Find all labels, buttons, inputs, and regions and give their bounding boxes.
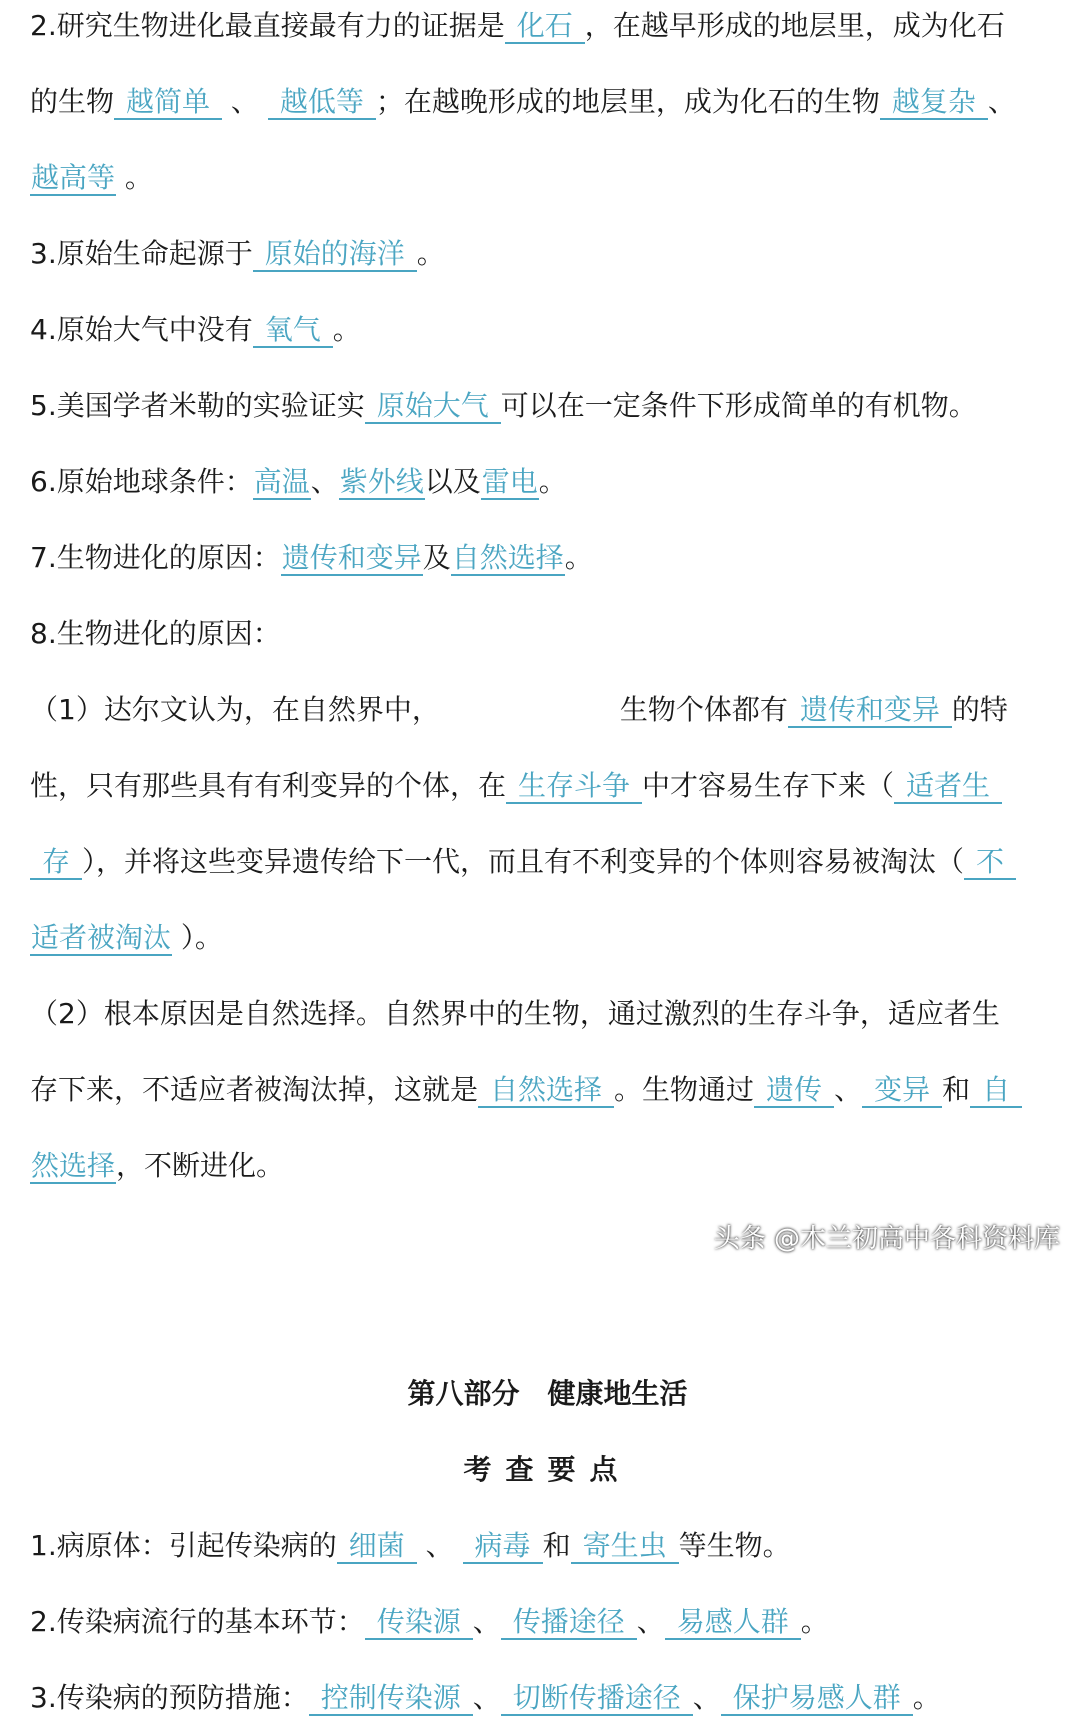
answer-fill: 适者生 xyxy=(894,769,1002,804)
text-segment: 、 xyxy=(636,1605,665,1638)
text-line xyxy=(30,140,1065,216)
text-segment: 及 xyxy=(422,541,451,574)
answer-fill: 易感人群 xyxy=(665,1605,801,1640)
text-line xyxy=(30,1660,1065,1736)
text-line xyxy=(30,1128,1065,1204)
text-line xyxy=(30,976,1065,1052)
text-segment: 6.原始地球条件： xyxy=(30,465,253,498)
text-line xyxy=(30,368,1065,444)
answer-fill: 保护易感人群 xyxy=(721,1681,913,1716)
text-segment: 。 xyxy=(538,465,567,498)
text-segment: 1.病原体：引起传染病的 xyxy=(30,1529,337,1562)
text-segment: 存下来，不适应者被淘汰掉，这就是 xyxy=(30,1073,479,1106)
answer-fill: 遗传和变异 xyxy=(281,541,422,574)
text-segment: 、 xyxy=(310,465,339,498)
text-segment: 等生物。 xyxy=(678,1529,791,1562)
text-segment: 可以在一定条件下形成简单的有机物。 xyxy=(500,389,977,422)
text-line xyxy=(30,1356,1065,1432)
text-segment: 。生物通过 xyxy=(614,1073,755,1106)
text-line xyxy=(30,292,1065,368)
answer-fill: 传播途径 xyxy=(501,1605,637,1640)
answer-fill: 自然选择 xyxy=(478,1073,614,1108)
text-segment: 3.传染病的预防措施： xyxy=(30,1681,309,1714)
text-segment: 。 xyxy=(332,313,361,346)
answer-fill: 越简单 xyxy=(114,85,222,120)
answer-fill: 适者被淘汰 xyxy=(31,921,172,954)
text-segment: 、 xyxy=(472,1605,501,1638)
answer-fill: 化石 xyxy=(505,9,585,44)
text-segment: 和 xyxy=(542,1529,571,1562)
answer-fill: 寄生虫 xyxy=(571,1529,679,1564)
text-line xyxy=(30,596,1065,672)
text-segment: 。 xyxy=(116,161,153,194)
text-segment: 7.生物进化的原因： xyxy=(30,541,281,574)
text-segment: ；在越晚形成的地层里，成为化石的生物 xyxy=(375,85,880,118)
text-segment: 4.原始大气中没有 xyxy=(30,313,253,346)
text-segment: 中才容易生存下来（ xyxy=(642,769,895,802)
answer-fill: 高温 xyxy=(253,465,310,498)
answer-fill: 传染源 xyxy=(365,1605,473,1640)
answer-fill: 生存斗争 xyxy=(506,769,642,804)
text-line xyxy=(30,748,1065,824)
text-segment: ）。 xyxy=(172,921,223,954)
text-segment: ），并将这些变异遗传给下一代，而且有不利变异的个体则容易被淘汰（ xyxy=(82,845,965,878)
text-line xyxy=(30,1280,1065,1356)
text-line xyxy=(30,520,1065,596)
text-segment: 生物个体都有 xyxy=(619,693,788,726)
text-segment: 性，只有那些具有有利变异的个体，在 xyxy=(30,769,507,802)
text-segment: 、 xyxy=(834,1073,863,1106)
text-line xyxy=(30,216,1065,292)
text-line xyxy=(30,1432,1065,1508)
text-segment: 2.传染病流行的基本环节： xyxy=(30,1605,365,1638)
text-segment: 。 xyxy=(912,1681,941,1714)
answer-fill: 存 xyxy=(30,845,82,880)
text-line xyxy=(30,1508,1065,1584)
answer-fill: 遗传和变异 xyxy=(788,693,952,728)
text-line xyxy=(30,672,1065,748)
text-segment: 和 xyxy=(942,1073,971,1106)
answer-fill: 变异 xyxy=(862,1073,942,1108)
text-segment: 的生物 xyxy=(30,85,115,118)
text-segment: 以及 xyxy=(424,465,481,498)
text-segment: ，不断进化。 xyxy=(116,1149,285,1182)
text-line xyxy=(30,1584,1065,1660)
answer-fill: 紫外线 xyxy=(339,465,424,498)
answer-fill: 越高等 xyxy=(31,161,116,194)
document-body xyxy=(30,0,1065,1736)
text-segment: 8.生物进化的原因： xyxy=(30,617,281,650)
text-line xyxy=(30,824,1065,900)
answer-fill: 原始大气 xyxy=(365,389,501,424)
answer-fill: 雷电 xyxy=(481,465,538,498)
answer-fill: 然选择 xyxy=(31,1149,116,1182)
answer-fill: 自然选择 xyxy=(451,541,564,574)
answer-fill: 越低等 xyxy=(268,85,376,120)
section-subtitle: 考查要点 xyxy=(463,1453,632,1486)
text-segment: 、 xyxy=(987,85,1016,118)
text-segment: 。 xyxy=(800,1605,829,1638)
text-line xyxy=(30,0,1065,64)
answer-fill: 自 xyxy=(970,1073,1022,1108)
text-segment: （1）达尔文认为，在自然界中， xyxy=(30,693,440,726)
text-segment: 的特 xyxy=(951,693,1008,726)
answer-fill: 原始的海洋 xyxy=(253,237,417,272)
answer-fill: 氧气 xyxy=(253,313,333,348)
answer-fill: 控制传染源 xyxy=(309,1681,473,1716)
text-segment: （2）根本原因是自然选择。自然界中的生物，通过激烈的生存斗争，适应者生 xyxy=(30,997,1000,1030)
answer-fill: 切断传播途径 xyxy=(501,1681,693,1716)
section-title: 第八部分 健康地生活 xyxy=(407,1377,688,1410)
answer-fill: 病毒 xyxy=(463,1529,543,1564)
text-segment: ，在越早形成的地层里，成为化石 xyxy=(584,9,1005,42)
text-segment: 、 xyxy=(416,1529,463,1562)
text-segment: 、 xyxy=(472,1681,501,1714)
answer-fill: 细菌 xyxy=(337,1529,417,1564)
text-line xyxy=(30,444,1065,520)
text-segment: 、 xyxy=(222,85,268,118)
text-line xyxy=(30,900,1065,976)
text-segment: 、 xyxy=(692,1681,721,1714)
answer-fill: 不 xyxy=(964,845,1016,880)
answer-fill: 越复杂 xyxy=(880,85,988,120)
text-line xyxy=(30,64,1065,140)
text-segment: 5.美国学者米勒的实验证实 xyxy=(30,389,365,422)
text-segment: 3.原始生命起源于 xyxy=(30,237,253,270)
text-line xyxy=(30,1052,1065,1128)
text-segment: 。 xyxy=(416,237,445,270)
text-segment: 。 xyxy=(564,541,593,574)
watermark: 头条 @木兰初高中各科资料库 xyxy=(713,1224,1060,1254)
answer-fill: 遗传 xyxy=(754,1073,834,1108)
text-segment: 2.研究生物进化最直接最有力的证据是 xyxy=(30,9,505,42)
